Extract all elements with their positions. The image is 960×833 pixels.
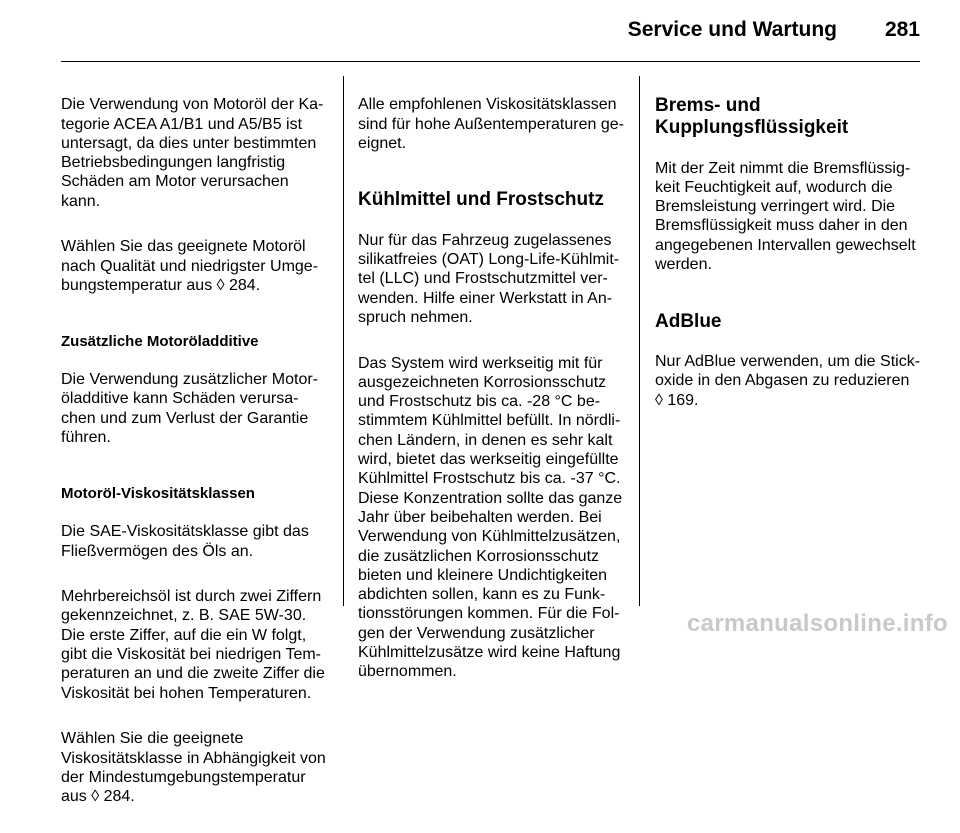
- column-2: [358, 76, 628, 708]
- page-number: 281: [884, 18, 920, 41]
- paragraph-adblue: Nur AdBlue verwenden, um die Stick- oxide in den Abgasen zu reduzieren ◊ 169.: [655, 352, 921, 409]
- paragraph-select-viscosity: Wählen Sie die geeignete Viskositätsklasse in Abhängigkeit von der Mindestumgebungstemperatur aus ◊ 284.: [61, 730, 326, 806]
- paragraph-multigrade: Mehrbereichsöl ist durch zwei Ziffern gekennzeichnet, z. B. SAE 5W-30. Die erste Ziffer, auf die ein W folgt, gibt die Viskosität bei niedrigen Tem- peraturen an und die zweite Ziffer die Viskosität bei hohen Temperaturen.: [61, 588, 325, 702]
- subheading-viscosity: Motoröl-Viskositätsklassen: [61, 484, 255, 502]
- paragraph-sae: Die SAE-Viskositätsklasse gibt das Fließvermögen des Öls an.: [61, 523, 309, 560]
- column-divider-2: [639, 76, 640, 606]
- column-divider-1: [343, 76, 344, 606]
- column-3: [655, 76, 925, 436]
- heading-brake-fluid: Brems- und Kupplungsflüssigkeit: [655, 95, 849, 139]
- paragraph-select-oil: Wählen Sie das geeignete Motoröl nach Qualität und niedrigster Umge- bungstemperatur aus ◊ 284.: [61, 238, 319, 294]
- paragraph-acea: Die Verwendung von Motoröl der Ka- tegorie ACEA A1/B1 und A5/B5 ist untersagt, da dies unter bestimmten Betriebsbedingungen langfristig Schäden am Motor verursachen kann.: [61, 96, 324, 210]
- page-header: [0, 0, 960, 62]
- header-rule: [61, 61, 920, 62]
- subheading-additives: Zusätzliche Motoröladditive: [61, 332, 259, 350]
- heading-adblue: AdBlue: [655, 310, 722, 332]
- paragraph-coolant-system: Das System wird werkseitig mit für ausgezeichneten Korrosionsschutz und Frostschutz bis ca. -28 °C be- stimmtem Kühlmittel befüllt. In nördli- chen Ländern, in denen es sehr kalt wird, bietet das werkseitig eingefüllte Kühlmittel Frostschutz bis ca. -37 °C. Diese Konzentration sollte das ganze Jahr über beibehalten werden. Bei Verwendung von Kühlmittelzusätzen, die zusätzlichen Korrosionsschutz bieten und kleinere Undichtigkeiten abdichten sollen, kann es zu Funk- tionsstörungen kommen. Für die Fol- gen der Verwendung zusätzlicher Kühlmittelzusätze wird keine Haftung übernommen.: [358, 354, 623, 681]
- paragraph-additives: Die Verwendung zusätzlicher Motor- öladditive kann Schäden verursa- chen und zum Verlust der Garantie führen.: [61, 371, 319, 447]
- heading-coolant: Kühlmittel und Frostschutz: [358, 189, 604, 211]
- paragraph-viscosity-high-temp: Alle empfohlenen Viskositätsklassen sind für hohe Außentemperaturen ge- eignet.: [358, 96, 624, 152]
- watermark: carmanualsonline.info: [686, 610, 948, 637]
- section-title: Service und Wartung: [627, 18, 837, 41]
- column-1: [61, 76, 343, 833]
- paragraph-brake-fluid: Mit der Zeit nimmt die Bremsflüssig- keit Feuchtigkeit auf, wodurch die Bremsleistung verringert wird. Die Bremsflüssigkeit muss daher in den angegebenen Intervallen gewechselt werden.: [655, 159, 916, 274]
- paragraph-coolant-approved: Nur für das Fahrzeug zugelassenes silikatfreies (OAT) Long-Life-Kühlmit- tel (LLC) und Frostschutzmittel ver- wenden. Hilfe einer Werkstatt in An- spruch nehmen.: [358, 231, 620, 326]
